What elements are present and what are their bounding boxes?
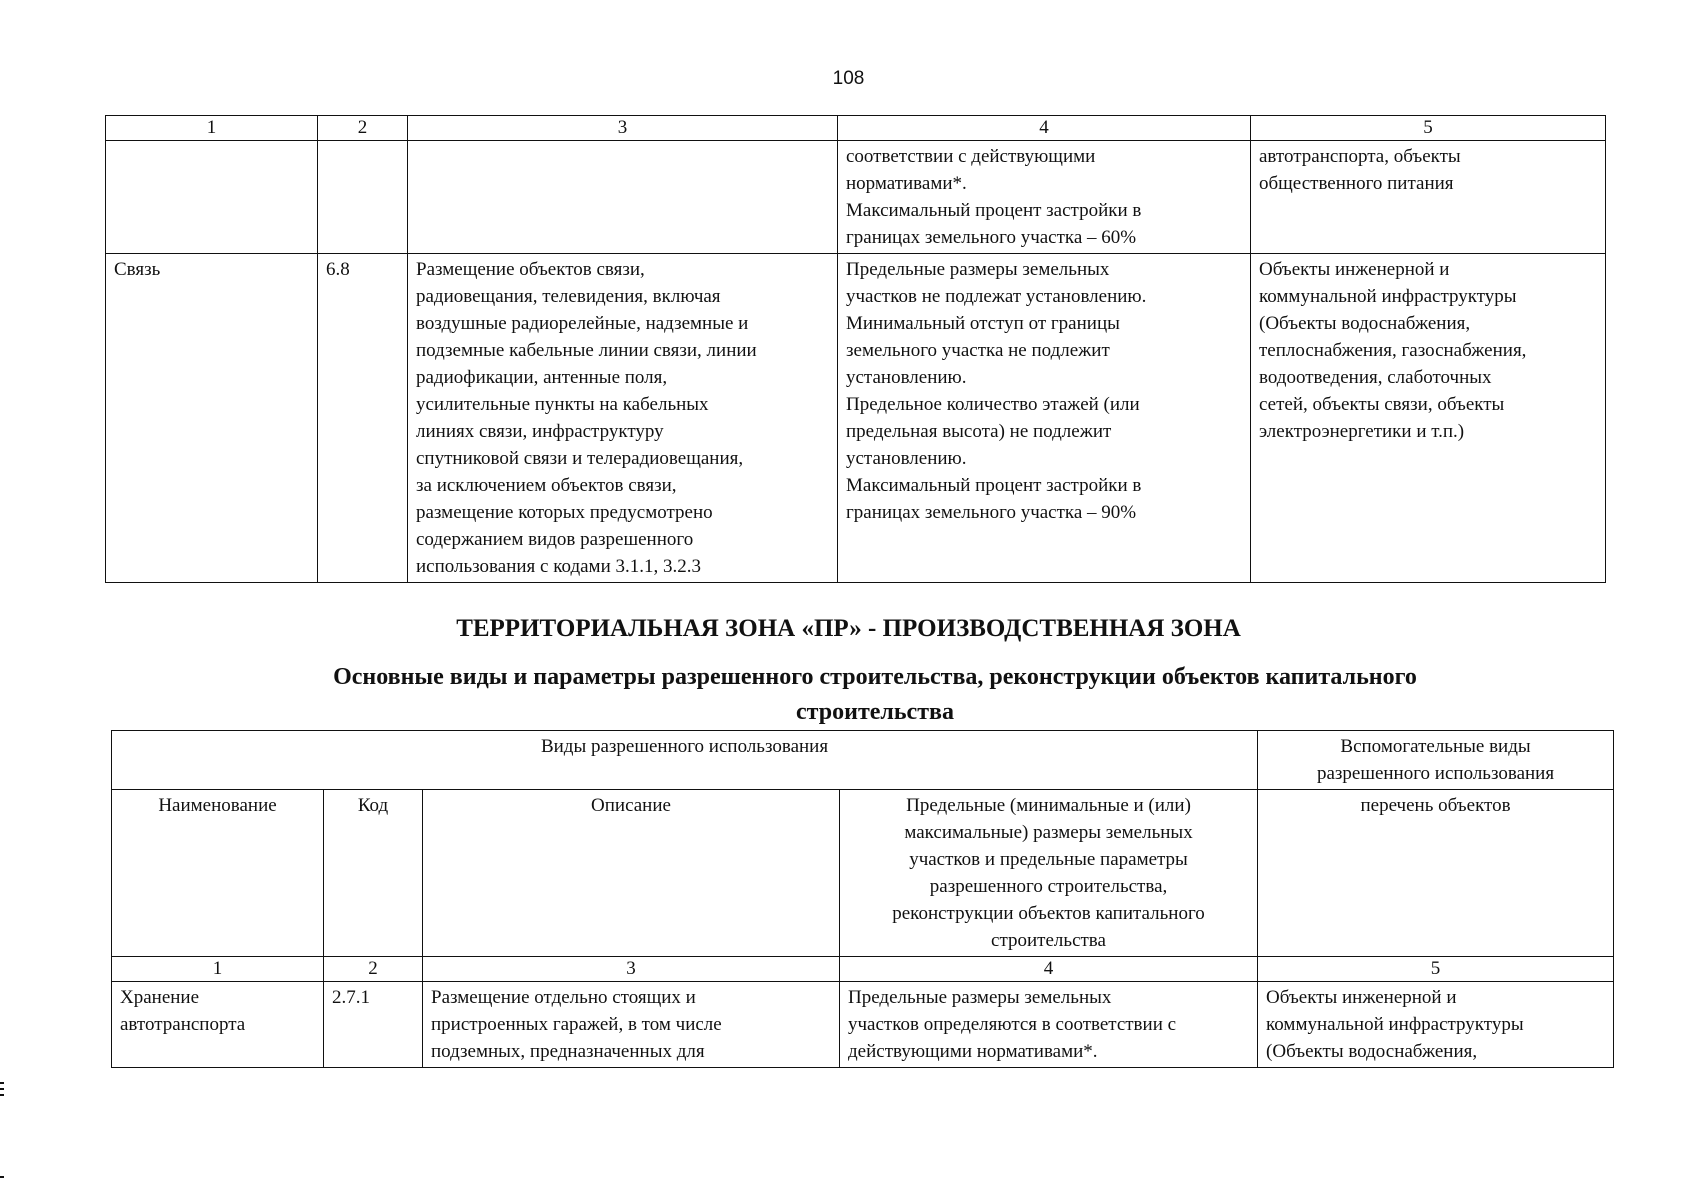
cell-name: Связь (106, 254, 318, 583)
text-line: земельного участка не подлежит (846, 340, 1110, 361)
text-line: радиофикации, антенные поля, (416, 367, 668, 388)
zone-table (111, 730, 1614, 1068)
subtitle-line: строительства (796, 699, 954, 725)
text-line: коммунальной инфраструктуры (1266, 1014, 1524, 1035)
text-line: строительства (991, 930, 1106, 951)
text-line: автотранспорта, объекты (1259, 146, 1461, 167)
text-line: действующими нормативами*. (848, 1041, 1098, 1062)
column-number: 1 (112, 957, 324, 982)
text-line: электроэнергетики и т.п.) (1259, 421, 1465, 442)
text-line: пристроенных гаражей, в том числе (431, 1014, 722, 1035)
cell-code: 6.8 (318, 254, 408, 583)
table-row (106, 254, 1606, 583)
group-header-row (112, 731, 1614, 790)
scan-edge-mark (0, 1176, 4, 1178)
header-name: Наименование (112, 790, 324, 957)
column-number: 3 (408, 116, 838, 141)
text-line: Размещение объектов связи, (416, 259, 645, 280)
text-line: Максимальный процент застройки в (846, 475, 1142, 496)
column-number: 4 (840, 957, 1258, 982)
cell-params (840, 982, 1258, 1068)
text-line: теплоснабжения, газоснабжения, (1259, 340, 1527, 361)
text-line: радиовещания, телевидения, включая (416, 286, 721, 307)
text-line: Предельные (минимальные и (или) (906, 795, 1191, 816)
cell-name (112, 982, 324, 1068)
group-header: Виды разрешенного использования (112, 731, 1258, 790)
text-line: границах земельного участка – 90% (846, 502, 1137, 523)
scan-edge-mark (0, 1082, 4, 1084)
text-line: Максимальный процент застройки в (846, 200, 1142, 221)
header-code: Код (324, 790, 423, 957)
text-line: участков и предельные параметры (909, 849, 1188, 870)
column-number-row (106, 116, 1606, 141)
column-number: 3 (423, 957, 840, 982)
text-line: Предельные размеры земельных (848, 987, 1112, 1008)
column-number: 5 (1251, 116, 1606, 141)
text-line: участков не подлежат установлению. (846, 286, 1147, 307)
text-line: участков определяются в соответствии с (848, 1014, 1177, 1035)
text-line: нормативами*. (846, 173, 967, 194)
text-line: коммунальной инфраструктуры (1259, 286, 1517, 307)
page-number: 108 (832, 68, 865, 89)
header-description: Описание (423, 790, 840, 957)
text-line: размещение которых предусмотрено (416, 502, 713, 523)
scan-edge-mark (0, 1088, 4, 1090)
text-line: автотранспорта (120, 1014, 246, 1035)
column-number: 2 (318, 116, 408, 141)
text-line: Минимальный отступ от границы (846, 313, 1120, 334)
column-header-row (112, 790, 1614, 957)
text-line: сетей, объекты связи, объекты (1259, 394, 1505, 415)
table-row (112, 982, 1614, 1068)
section-subtitle (220, 660, 1530, 730)
text-line: содержанием видов разрешенного (416, 529, 694, 550)
text-line: воздушные радиорелейные, надземные и (416, 313, 749, 334)
text-line: спутниковой связи и телерадиовещания, (416, 448, 744, 469)
text-line: подземные кабельные линии связи, линии (416, 340, 757, 361)
column-number: 2 (324, 957, 423, 982)
text-line: Вспомогательные виды (1340, 736, 1531, 757)
cell-code: 2.7.1 (324, 982, 423, 1068)
cell-aux (1258, 982, 1614, 1068)
aux-header (1258, 731, 1614, 790)
text-line: максимальные) размеры земельных (904, 822, 1193, 843)
text-line: разрешенного строительства, (929, 876, 1168, 897)
cell-params (838, 141, 1251, 254)
text-line: Предельное количество этажей (или (846, 394, 1140, 415)
text-line: разрешенного использования (1316, 763, 1555, 784)
text-line: общественного питания (1259, 173, 1454, 194)
column-number: 5 (1258, 957, 1614, 982)
table-row (106, 141, 1606, 254)
column-number: 4 (838, 116, 1251, 141)
text-line: Объекты инженерной и (1259, 259, 1450, 280)
cell-aux (1251, 254, 1606, 583)
cell-description (423, 982, 840, 1068)
cell-name (106, 141, 318, 254)
text-line: за исключением объектов связи, (416, 475, 677, 496)
text-line: реконструкции объектов капитального (892, 903, 1205, 924)
text-line: (Объекты водоснабжения, (1266, 1041, 1478, 1062)
text-line: установлению. (846, 448, 967, 469)
column-number-row (112, 957, 1614, 982)
continuation-table (105, 115, 1606, 583)
header-aux: перечень объектов (1258, 790, 1614, 957)
text-line: водоотведения, слаботочных (1259, 367, 1492, 388)
text-line: установлению. (846, 367, 967, 388)
text-line: Предельные размеры земельных (846, 259, 1110, 280)
cell-description (408, 141, 838, 254)
text-line: Объекты инженерной и (1266, 987, 1457, 1008)
cell-params (838, 254, 1251, 583)
cell-description (408, 254, 838, 583)
text-line: Размещение отдельно стоящих и (431, 987, 696, 1008)
subtitle-line: Основные виды и параметры разрешенного строительства, реконструкции объектов капитального (333, 664, 1417, 690)
text-line: предельная высота) не подлежит (846, 421, 1112, 442)
column-number: 1 (106, 116, 318, 141)
text-line: границах земельного участка – 60% (846, 227, 1137, 248)
text-line: Хранение (120, 987, 200, 1008)
header-params (840, 790, 1258, 957)
scan-edge-mark (0, 1094, 4, 1096)
text-line: (Объекты водоснабжения, (1259, 313, 1471, 334)
text-line: использования с кодами 3.1.1, 3.2.3 (416, 556, 701, 577)
zone-title: ТЕРРИТОРИАЛЬНАЯ ЗОНА «ПР» - ПРОИЗВОДСТВЕННАЯ ЗОНА (456, 615, 1241, 642)
text-line: усилительные пункты на кабельных (416, 394, 709, 415)
cell-code (318, 141, 408, 254)
text-line: соответствии с действующими (846, 146, 1096, 167)
cell-aux (1251, 141, 1606, 254)
text-line: линиях связи, инфраструктуру (416, 421, 664, 442)
text-line: подземных, предназначенных для (431, 1041, 705, 1062)
